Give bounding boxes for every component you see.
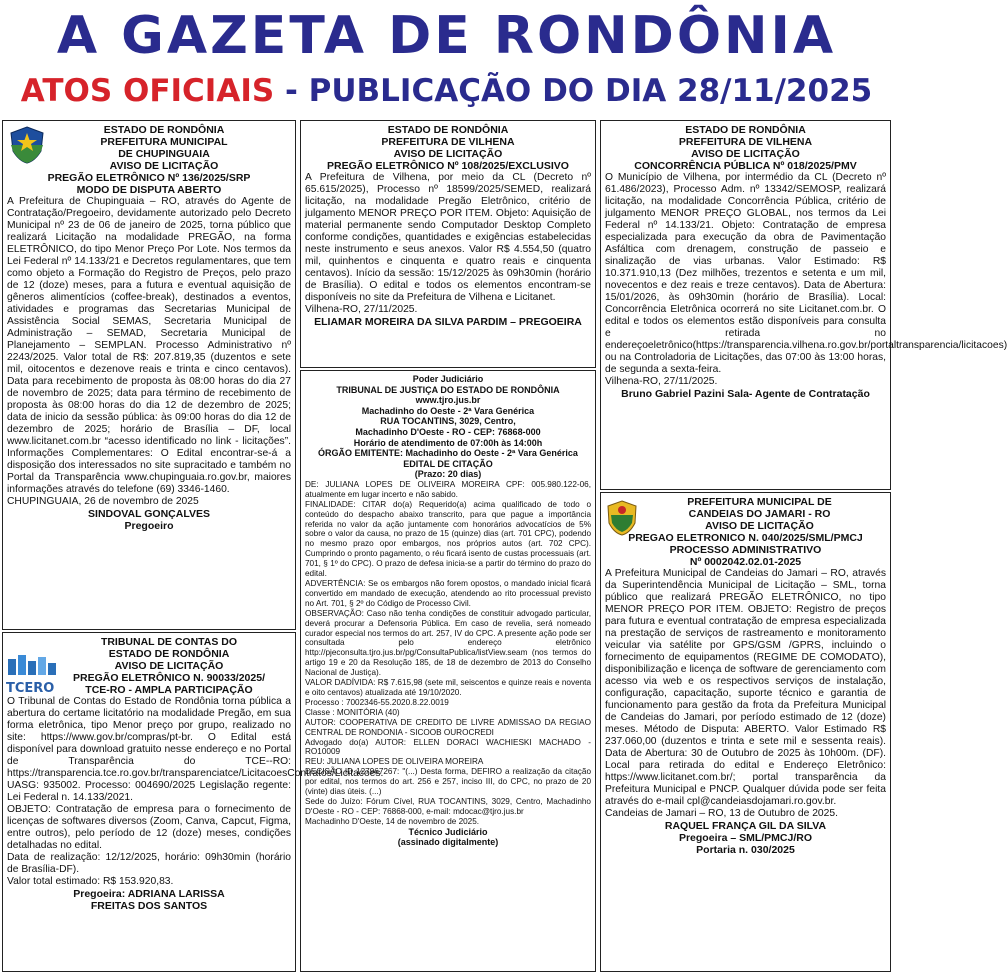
candeias-header-6: Nº 0002042.02.01-2025	[689, 556, 802, 568]
vilhena018-body: O Município de Vilhena, por intermédio da CL (Decreto nº 61.486/2023), Processo Adm. nº 13342/SEMOSP, realizará licitação, na modalidade Concorrência Pública, critério de julgamento MENOR PREÇO GLOBAL, nos termos da Lei Federal nº 14.133/21. Objeto: Contratação de empresa especializada para execução da obra de Pavimentação Asfáltica com drenagem, construção de passeio e sinalização de vias urbanas. Valor Estimado: R$ 10.371.910,13 (Dez milhões, trezentos e setenta e um mil, novecentos e dez reais e treze centavos). Data de Abertura: 15/01/2026, às 09h30min (horário de Brasília). Local: Concorrência Eletrônica ocorrerá no site Licitanet.com.br. O edital e todos os elementos estão disponíveis para consulta e retirada no endereçoeletrônico(https://transparencia.vilhena.ro.gov.br/portaltransparencia/licitacoes) ou na Controladoria de Licitações, das 07:00 às 13:00 horas, de segunda a sexta-feira.	[605, 172, 1007, 375]
vilhena018-header-1: ESTADO DE RONDÔNIA	[685, 124, 806, 136]
atos-oficiais-label: ATOS OFICIAIS	[20, 73, 275, 109]
tjro-paragraph: ADVERTÊNCIA: Se os embargos não forem opostos, o mandado inicial ficará convertido em mandado de execução, atendendo ao rito processual previsto no Art. 701, § 2º do Código de Processo Civil.	[305, 579, 591, 608]
tjro-paragraph: REU: JULIANA LOPES DE OLIVEIRA MOREIRA	[305, 757, 484, 767]
vilhena108-body: A Prefeitura de Vilhena, por meio da CL (Decreto nº 65.615/2025), Processo nº 18599/2025/SEMED, realizará licitação, na modalidade Pregão Eletrônico, critério de julgamento MENOR PREÇO POR ITEM. Objeto: Aquisição de material permanente sendo Computador Desktop Completo conforme condições, quantidades e exigências estabelecidas neste instrumento e seus anexos. Valor R$ 4.554,50 (quatro mil, quinhentos e cinquenta e quatro reais e cinquenta centavos). Início da sessão: 15/12/2025 às 09h30min (horário de Brasília). O edital e todos os elementos encontram-se disponíveis no site da Prefeitura de Vilhena e Licitanet.	[305, 172, 591, 303]
masthead	[0, 0, 893, 70]
vilhena018-place-date: Vilhena-RO, 27/11/2025.	[605, 376, 718, 387]
candeias-portaria: Portaria n. 030/2025	[696, 844, 795, 856]
tce-signer: Pregoeira: ADRIANA LARISSA	[73, 888, 225, 900]
chupinguaia-body: A Prefeitura de Chupinguaia – RO, através do Agente de Contratação/Pregoeiro, devidamente autorizado pelo Decreto Municipal nº 23 de 06 de janeiro de 2025, torna público que realizará Licitação na modalidade PREGÃO, na forma ELETRÔNICO, do tipo Menor Preço Por Lote. Nos termos da Lei Federal nº 14.133/21 e Decretos regulamentares, que tem como objeto a Formação do Registro de Preços, pelo prazo de 12 (doze) meses, para a futura e eventual aquisição de gêneros alimentícios (coffee-break), destinados a eventos, atividades e programas das Secretarias Municipal de Assistência Social SEMAS, Secretaria Municipal de Administração – SEMAD, Secretaria Municipal de Planejamento – SEMPLAN. Processo Administrativo nº 2243/2025. Valor total de R$: 207.819,35 (duzentos e sete mil, oitocentos e dezenove reais e trinta e cinco centavos). Data para recebimento de proposta às 08:00 horas do dia 27 de novembro de 2025; data para término de recebimento de proposta às 08:00 horas do dia 12 de dezembro de 2025; data de inicio da sessão pública: às 09:00 horas do dia 12 de dezembro de 2025; horário de Brasília – DF, local www.licitanet.com.br “acesso identificado no link - licitações”. Informações Complementares: O Edital encontrar-se-á a disposição dos interessados no site supracitado e também no Portal da Transparência www.chupinguaia.ro.gov.br, maiores informações através do telefone (69) 3346-1460.	[7, 196, 291, 495]
vilhena018-header-2: PREFEITURA DE VILHENA	[678, 136, 813, 148]
tjro-paragraph: AUTOR: COOPERATIVA DE CREDITO DE LIVRE ADMISSAO DA REGIAO CENTRAL DE RONDONIA - SICOOB OUROCREDI	[305, 717, 591, 737]
tjro-paragraph: Processo : 7002346-55.2020.8.22.0019	[305, 697, 449, 707]
candeias-header-2: CANDEIAS DO JAMARI - RO	[688, 508, 831, 520]
publication-date-label: PUBLICAÇÃO DO DIA 28/11/2025	[308, 73, 873, 109]
chupinguaia-header-5: PREGÃO ELETRÔNICO Nº 136/2025/SRP	[47, 172, 251, 184]
vilhena018-header-4: CONCORRÊNCIA PÚBLICA Nº 018/2025/PMV	[634, 160, 857, 172]
tjro-header-2: TRIBUNAL DE JUSTIÇA DO ESTADO DE RONDÔNIA	[336, 384, 560, 395]
tjro-paragraph: Classe : MONITÓRIA (40)	[305, 707, 400, 717]
notice-vilhena-018	[600, 120, 1007, 490]
candeias-header-1: PREFEITURA MUNICIPAL DE	[687, 496, 832, 508]
candeias-header-5: PROCESSO ADMINISTRATIVO	[669, 544, 822, 556]
tce-uasg: UASG: 935002. Processo: 004690/2025 Legislação regente: Lei Federal n. 14.133/2021.	[7, 780, 291, 803]
vilhena108-header-4: PREGÃO ELETRÔNICO Nº 108/2025/EXCLUSIVO	[327, 160, 569, 172]
chupinguaia-header-6: MODO DE DISPUTA ABERTO	[76, 184, 222, 196]
tjro-header-9: EDITAL DE CITAÇÃO	[403, 458, 493, 469]
tce-logo-text: TCERO	[6, 681, 55, 696]
rondonia-crest-icon	[7, 125, 47, 165]
chupinguaia-role: Pregoeiro	[124, 520, 174, 532]
tce-header-2: ESTADO DE RONDÔNIA	[108, 648, 230, 660]
tce-body: O Tribunal de Contas do Estado de Rondônia torna pública a abertura do certame licitatório na modalidade Pregão, em sua forma eletrônica, tipo Menor preço por grupo, realizado no site: https://www.gov.br/compras/pt-br. O Edital está disponível para download gratuito nesse endereço e no Portal de Transparência do TCE--RO: https://transparencia.tce.ro.gov.br/transparenciatce/LicitacoesContratos/Licitacoes.	[7, 696, 384, 779]
tce-data: Data de realização: 12/12/2025, horário: 09h30min (horário de Brasília-DF).	[7, 852, 291, 875]
tjro-header-7: Horário de atendimento de 07:00h às 14:00h	[353, 437, 543, 448]
tjro-paragraph: FINALIDADE: CITAR do(a) Requerido(a) acima qualificado de todo o conteúdo do despacho abaixo transcrito, para que pague a importância referida no valor da ação juntamente com honorários advocatícios de 5% sobre o valor da causa, no prazo de 15 (quinze) dias (art. 701 CPC), podendo no mesmo prazo opor embargos, nos próprios autos (art. 702 CPC). Cumprindo o pronto pagamento, o réu ficará isento de custas processuais (art. 701, § 1º do CPC). O prazo de defesa inicia-se a partir do término do prazo do edital.	[305, 499, 591, 579]
candeias-place-date: Candeias de Jamari – RO, 13 de Outubro de 2025.	[605, 808, 838, 819]
tce-header-4: PREGÃO ELETRÔNICO N. 90033/2025/	[73, 672, 265, 684]
vilhena108-header-2: PREFEITURA DE VILHENA	[381, 136, 515, 148]
tjro-paragraph: OBSERVAÇÃO: Caso não tenha condições de constituir advogado particular, deverá procurar a Defensoria Pública. Em caso de revelia, será nomeado curador especial nos termos do art. 257, IV do CPC. A presente ação pode ser consultada pelo endereço eletrônico http://pjeconsulta.tjro.jus.br/pg/ConsultaPublica/listView.seam (nos termos do artigo 19 e 20 da Resolução 185, de 18 de dezembro de 2013 do Conselho Nacional de Justiça).	[305, 608, 591, 678]
chupinguaia-header-1: ESTADO DE RONDÔNIA	[103, 124, 225, 136]
tjro-signer-2: (assinado digitalmente)	[397, 837, 499, 848]
tjro-paragraph: DE: JULIANA LOPES DE OLIVEIRA MOREIRA CPF: 005.980.122-06, atualmente em lugar incerto e não sabido.	[305, 479, 591, 499]
tce-header-1: TRIBUNAL DE CONTAS DO	[100, 636, 238, 648]
notice-chupinguaia	[2, 120, 296, 630]
vilhena018-header-3: AVISO DE LICITAÇÃO	[691, 148, 800, 160]
tjro-header-3: www.tjro.jus.br	[415, 395, 481, 406]
vilhena108-header-1: ESTADO DE RONDÔNIA	[387, 124, 509, 136]
notice-candeias	[600, 492, 891, 972]
tjro-header-10: (Prazo: 20 dias)	[414, 469, 482, 480]
subhead-separator: -	[274, 73, 309, 109]
tjro-paragraph: DECISÃO ID 127967267: "(...) Desta forma, DEFIRO a realização da citação por edital, nos termos do art. 256 e 257, inciso III, do CPC, no prazo de 20 (vinte) dias úteis. (...)	[305, 767, 591, 797]
tjro-header-8: ÓRGÃO EMITENTE: Machadinho do Oeste - 2ª Vara Genérica	[318, 448, 578, 459]
tce-header-5: TCE-RO - AMPLA PARTICIPAÇÃO	[85, 684, 253, 696]
tce-building-icon	[6, 653, 58, 677]
chupinguaia-header-2: PREFEITURA MUNICIPAL	[100, 136, 228, 148]
subhead	[0, 68, 893, 114]
tce-signer-2: FREITAS DOS SANTOS	[90, 900, 208, 912]
tce-header-3: AVISO DE LICITAÇÃO	[114, 660, 224, 672]
candeias-crest-icon	[605, 499, 639, 537]
candeias-body: A Prefeitura Municipal de Candeias do Jamari – RO, através da Superintendência Municipal de Licitação – SML, torna público que realizará PREGÃO ELETRÔNICO, no tipo MENOR PREÇO POR ITEM. OBJETO: Registro de preços para futura e eventual contratação de empresa especializada na prestação de serviços de rastreamento e monitoramento veicular via satélite por GPS/GSM /GPRS, incluindo o fornecimento de equipamentos (REGIME DE COMODATO), disponibilização e licença de software de gerenciamento com acesso via web e os respectivos serviços de instalação, configuração, capacitação, suporte técnico e garantia de funcionamento para gestão da frota da Prefeitura Municipal de Candeias do Jamari, por período estimado de 12 (doze) meses. Método de Disputa: ABERTO. Valor Estimado R$ 237.060,00 (duzentos e trinta e sete mil e sessenta reais). Data de Abertura: 30 de Outubro de 2025 às 10h00m. (DF). Local para retirada do edital e Endereço Eletrônico: https://www.licitanet.com.br/; portal transparência da Prefeitura Municipal e PNCP. Qualquer dúvida pode ser feita através do e-mail cpl@candeiasdojamari.ro.gov.br.	[605, 568, 886, 807]
tjro-header-5: RUA TOCANTINS, 3029, Centro,	[380, 416, 516, 427]
chupinguaia-signer: SINDOVAL GONÇALVES	[88, 508, 210, 520]
tce-valor: Valor total estimado: R$ 153.920,83.	[7, 876, 174, 887]
chupinguaia-place-date: CHUPINGUAIA, 26 de novembro de 2025	[7, 496, 199, 507]
vilhena108-header-3: AVISO DE LICITAÇÃO	[393, 148, 503, 160]
vilhena018-signer: Bruno Gabriel Pazini Sala- Agente de Contratação	[621, 388, 870, 400]
tjro-header-6: Machadinho D'Oeste - RO - CEP: 76868-000	[355, 426, 541, 437]
tjro-paragraph: Sede do Juízo: Fórum Cível, RUA TOCANTINS, 3029, Centro, Machadinho D'Oeste - RO - CEP: 76868-000, e-mail: mdocac@tjro.jus.br	[305, 796, 591, 816]
tjro-signer: Técnico Judiciário	[408, 826, 488, 837]
chupinguaia-header-3: DE CHUPINGUAIA	[118, 148, 210, 160]
notice-vilhena-108	[300, 120, 596, 368]
tjro-header-1: Poder Judiciário	[412, 374, 484, 384]
tce-logo	[6, 653, 58, 696]
candeias-header-3: AVISO DE LICITAÇÃO	[705, 520, 814, 532]
candeias-signer: RAQUEL FRANÇA GIL DA SILVA	[664, 820, 827, 832]
tjro-header-4: Machadinho do Oeste - 2ª Vara Genérica	[361, 405, 535, 416]
vilhena108-place-date: Vilhena-RO, 27/11/2025.	[305, 304, 418, 315]
tce-objeto: OBJETO: Contratação de empresa para o fornecimento de licenças de softwares diversos (Zoom, Canva, Capcut, Figma, entre outros), pelo período de 12 (doze) meses, condições detalhadas no edital.	[7, 804, 291, 851]
candeias-header-4: PREGAO ELETRONICO N. 040/2025/SML/PMCJ	[628, 532, 863, 544]
vilhena108-signer: ELIAMAR MOREIRA DA SILVA PARDIM – PREGOEIRA	[314, 316, 582, 328]
tjro-paragraph: VALOR DADÍVIDA: R$ 7.615,98 (sete mil, seiscentos e quinze reais e noventa e oito centavos) atualizada até 19/10/2020.	[305, 678, 591, 697]
candeias-role: Pregoeira – SML/PMCJ/RO	[678, 832, 813, 844]
notice-tjro	[300, 370, 596, 972]
chupinguaia-header-4: AVISO DE LICITAÇÃO	[109, 160, 219, 172]
newspaper-title: A GAZETA DE RONDÔNIA	[56, 6, 837, 66]
tjro-paragraph: Machadinho D'Oeste, 14 de novembro de 2025.	[305, 816, 480, 826]
tjro-paragraph: Advogado do(a) AUTOR: ELLEN DORACI WACHIESKI MACHADO - RO10009	[305, 737, 591, 757]
